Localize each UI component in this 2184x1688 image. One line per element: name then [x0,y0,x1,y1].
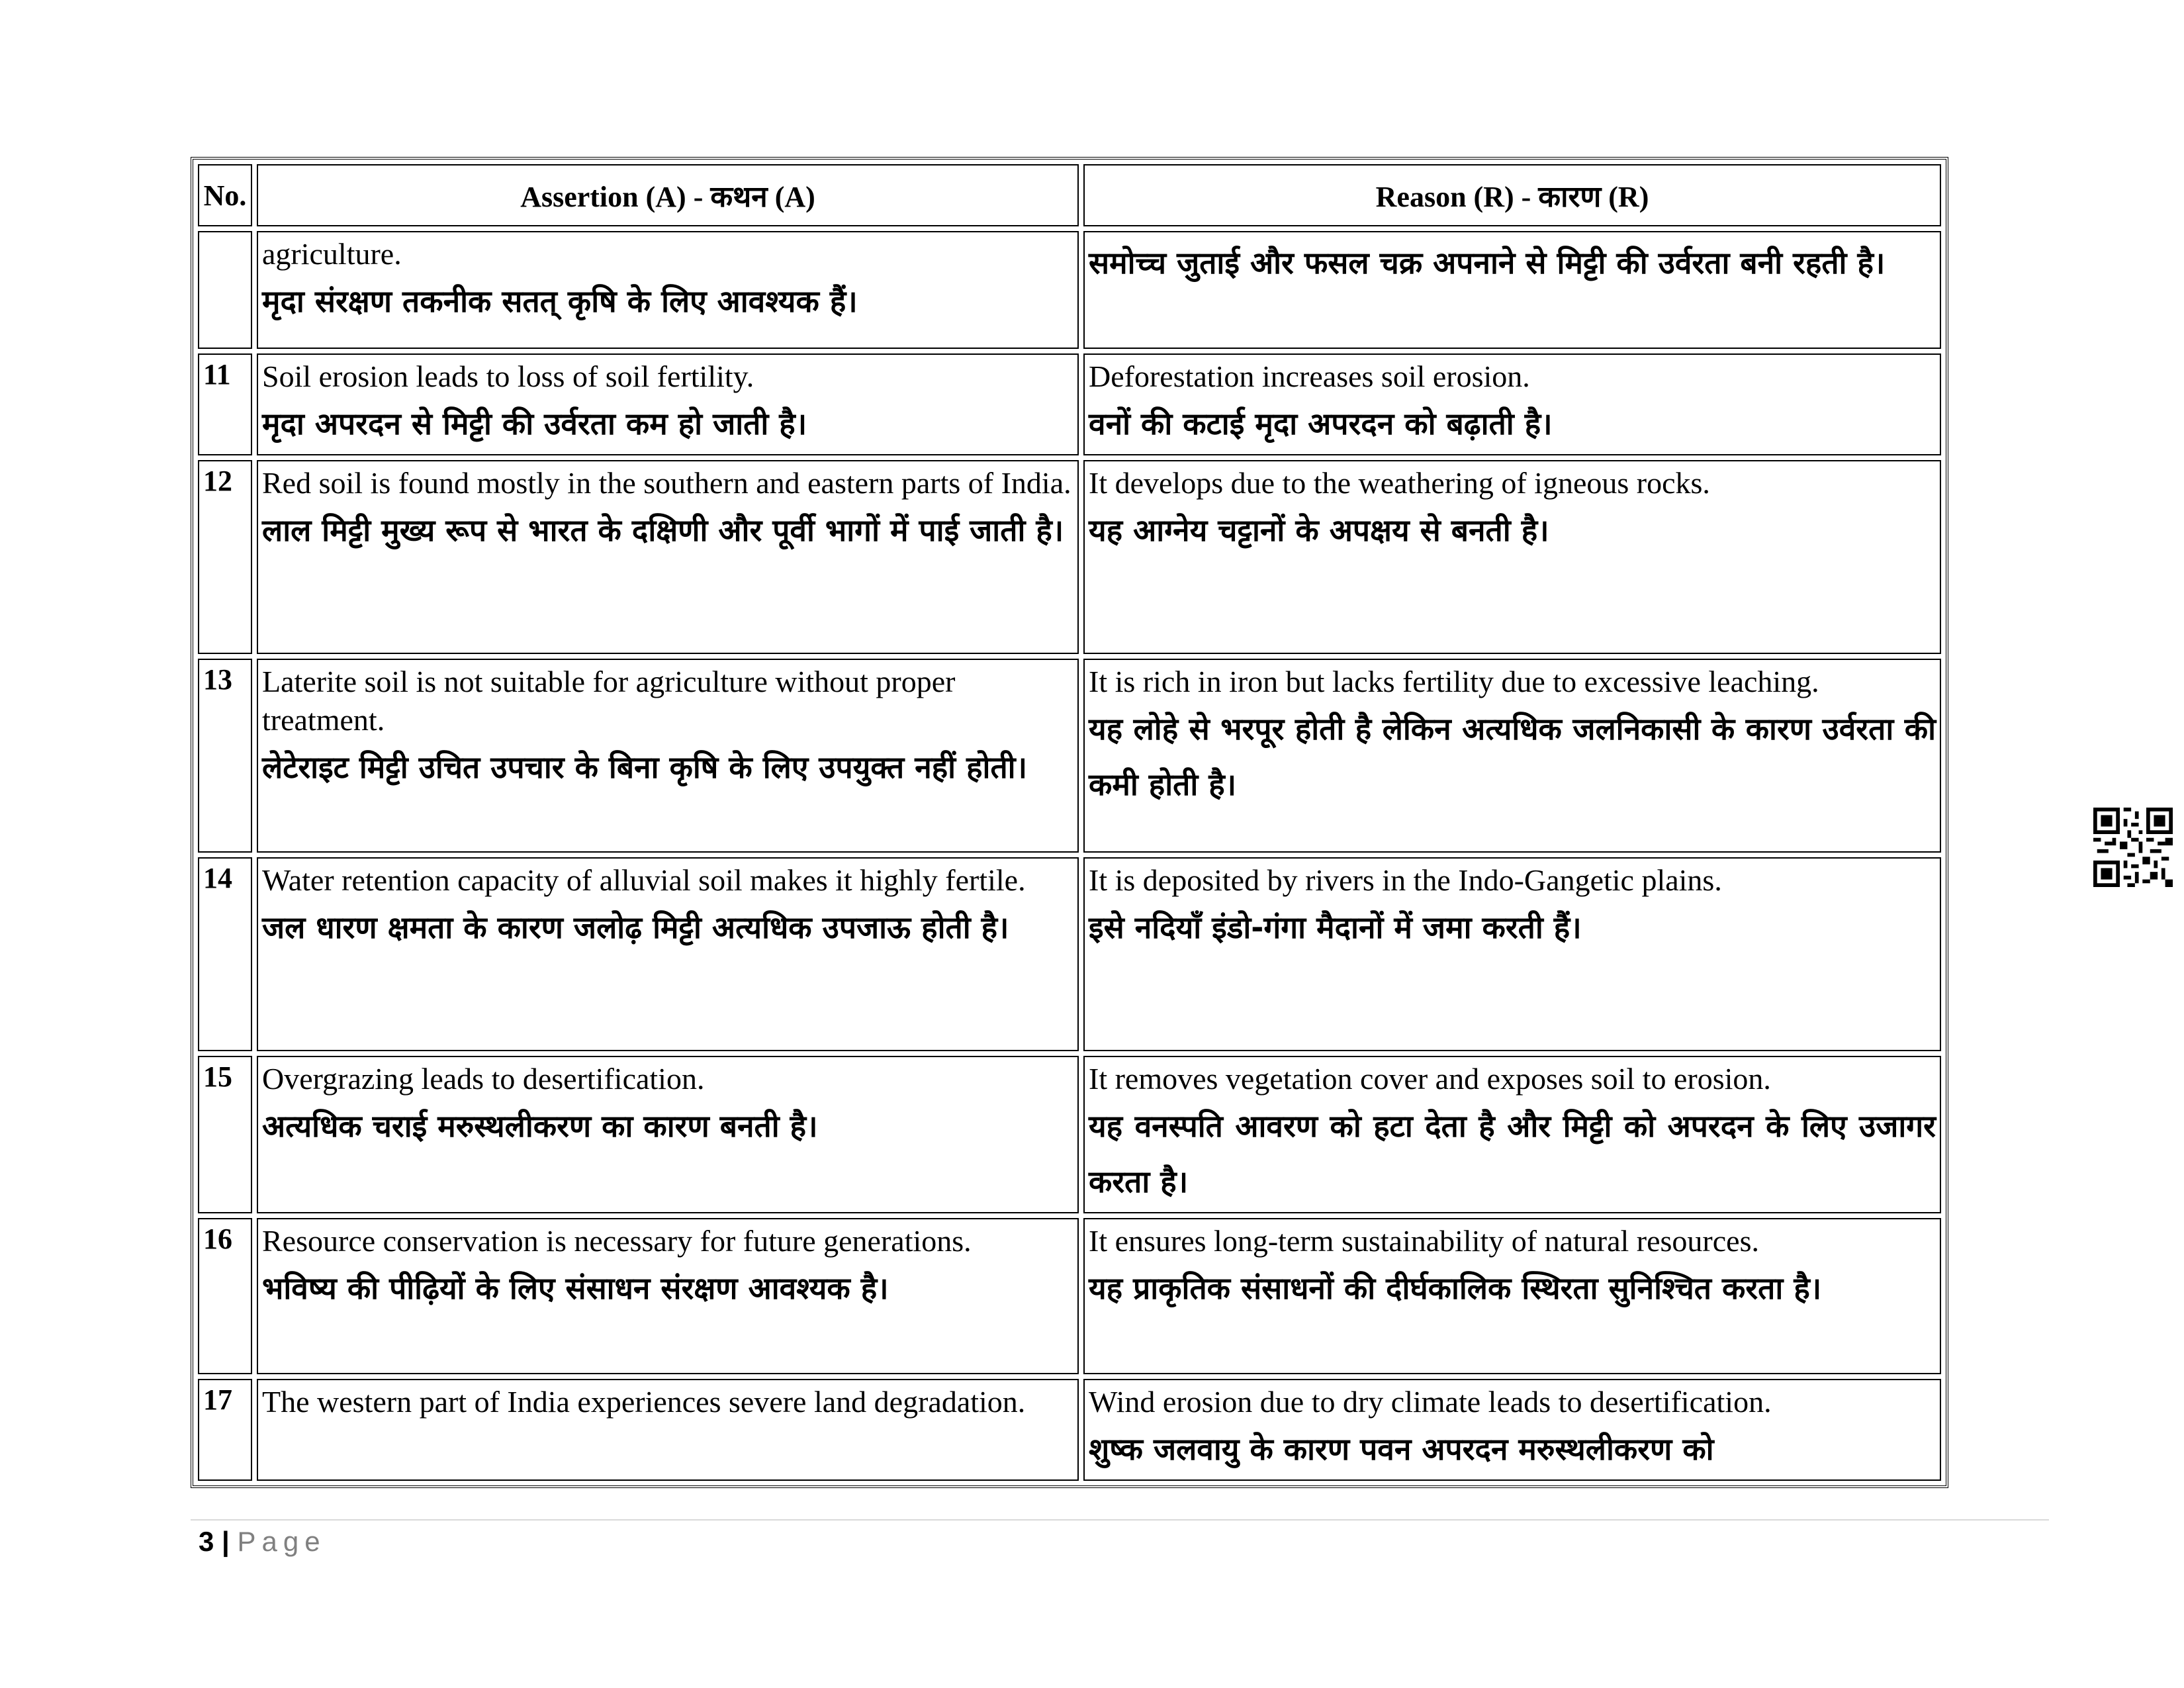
assertion-cell [257,1379,1079,1481]
header-row [198,164,1941,226]
reason-cell [1083,857,1941,1051]
reason-english: It removes vegetation cover and exposes soil to erosion. [1089,1062,1771,1096]
qr-code-icon [2093,808,2173,887]
row-number [198,231,252,349]
row-number: 16 [198,1218,252,1374]
table-row [198,460,1941,654]
table-row [198,659,1941,853]
header-assertion: Assertion (A) - कथन (A) [257,164,1079,226]
assertion-hindi: लेटेराइट मिट्टी उचित उपचार के बिना कृषि के लिए उपयुक्त नहीं होती। [262,749,1028,785]
header-reason: Reason (R) - कारण (R) [1083,164,1941,226]
table-row [198,353,1941,455]
page-label: Page [237,1526,326,1557]
row-number: 14 [198,857,252,1051]
reason-hindi: इसे नदियाँ इंडो-गंगा मैदानों में जमा करती हैं। [1089,910,1582,945]
reason-cell [1083,1056,1941,1213]
header-no: No. [198,164,252,226]
assertion-english: Red soil is found mostly in the southern and eastern parts of India. [262,466,1071,500]
table-row [198,1379,1941,1481]
row-number: 15 [198,1056,252,1213]
reason-cell [1083,659,1941,853]
page-footer [199,1526,326,1558]
assertion-hindi: मृदा संरक्षण तकनीक सतत् कृषि के लिए आवश्यक हैं। [262,283,858,319]
assertion-cell [257,231,1079,349]
assertion-english: Overgrazing leads to desertification. [262,1062,705,1096]
assertion-hindi: भविष्य की पीढ़ियों के लिए संसाधन संरक्षण आवश्यक है। [262,1270,889,1306]
reason-cell [1083,460,1941,654]
reason-cell [1083,231,1941,349]
assertion-cell [257,1056,1079,1213]
assertion-cell [257,659,1079,853]
footer-separator: | [222,1526,230,1557]
reason-english: It is deposited by rivers in the Indo-Gangetic plains. [1089,863,1722,897]
reason-english: It develops due to the weathering of igneous rocks. [1089,466,1710,500]
reason-hindi: शुष्क जलवायु के कारण पवन अपरदन मरुस्थलीकरण को [1089,1431,1714,1467]
assertion-hindi: मृदा अपरदन से मिट्टी की उर्वरता कम हो जाती है। [262,406,807,442]
table-row [198,857,1941,1051]
reason-hindi: यह प्राकृतिक संसाधनों की दीर्घकालिक स्थिरता सुनिश्चित करता है। [1089,1270,1822,1306]
assertion-hindi: अत्यधिक चराई मरुस्थलीकरण का कारण बनती है। [262,1108,818,1144]
assertion-english: agriculture. [262,237,402,271]
reason-english: Deforestation increases soil erosion. [1089,359,1530,393]
reason-english: Wind erosion due to dry climate leads to desertification. [1089,1385,1772,1419]
assertion-cell [257,857,1079,1051]
table-row [198,1218,1941,1374]
assertion-cell [257,1218,1079,1374]
row-number: 17 [198,1379,252,1481]
reason-hindi: यह लोहे से भरपूर होती है लेकिन अत्यधिक जलनिकासी के कारण उर्वरता की कमी होती है। [1089,711,1936,802]
assertion-cell [257,353,1079,455]
assertion-english: Soil erosion leads to loss of soil fertility. [262,359,754,393]
assertion-english: The western part of India experiences severe land degradation. [262,1385,1026,1419]
reason-hindi: यह आग्नेय चट्टानों के अपक्षय से बनती है। [1089,512,1549,548]
assertion-reason-table [191,157,1948,1488]
reason-hindi: समोच्च जुताई और फसल चक्र अपनाने से मिट्टी की उर्वरता बनी रहती है। [1089,245,1886,281]
footer-divider [191,1519,2049,1521]
page-number: 3 [199,1526,214,1557]
table-row [198,231,1941,349]
reason-english: It ensures long-term sustainability of natural resources. [1089,1224,1759,1258]
row-number: 12 [198,460,252,654]
row-number: 11 [198,353,252,455]
reason-hindi: यह वनस्पति आवरण को हटा देता है और मिट्टी को अपरदन के लिए उजागर करता है। [1089,1108,1936,1199]
assertion-cell [257,460,1079,654]
reason-cell [1083,353,1941,455]
reason-cell [1083,1218,1941,1374]
table-row [198,1056,1941,1213]
assertion-hindi: जल धारण क्षमता के कारण जलोढ़ मिट्टी अत्यधिक उपजाऊ होती है। [262,910,1009,945]
assertion-english: Laterite soil is not suitable for agriculture without proper treatment. [262,665,956,737]
reason-cell [1083,1379,1941,1481]
assertion-hindi: लाल मिट्टी मुख्य रूप से भारत के दक्षिणी और पूर्वी भागों में पाई जाती है। [262,512,1064,548]
assertion-english: Water retention capacity of alluvial soil makes it highly fertile. [262,863,1026,897]
row-number: 13 [198,659,252,853]
reason-hindi: वनों की कटाई मृदा अपरदन को बढ़ाती है। [1089,406,1553,442]
assertion-english: Resource conservation is necessary for future generations. [262,1224,972,1258]
reason-english: It is rich in iron but lacks fertility due to excessive leaching. [1089,665,1819,698]
